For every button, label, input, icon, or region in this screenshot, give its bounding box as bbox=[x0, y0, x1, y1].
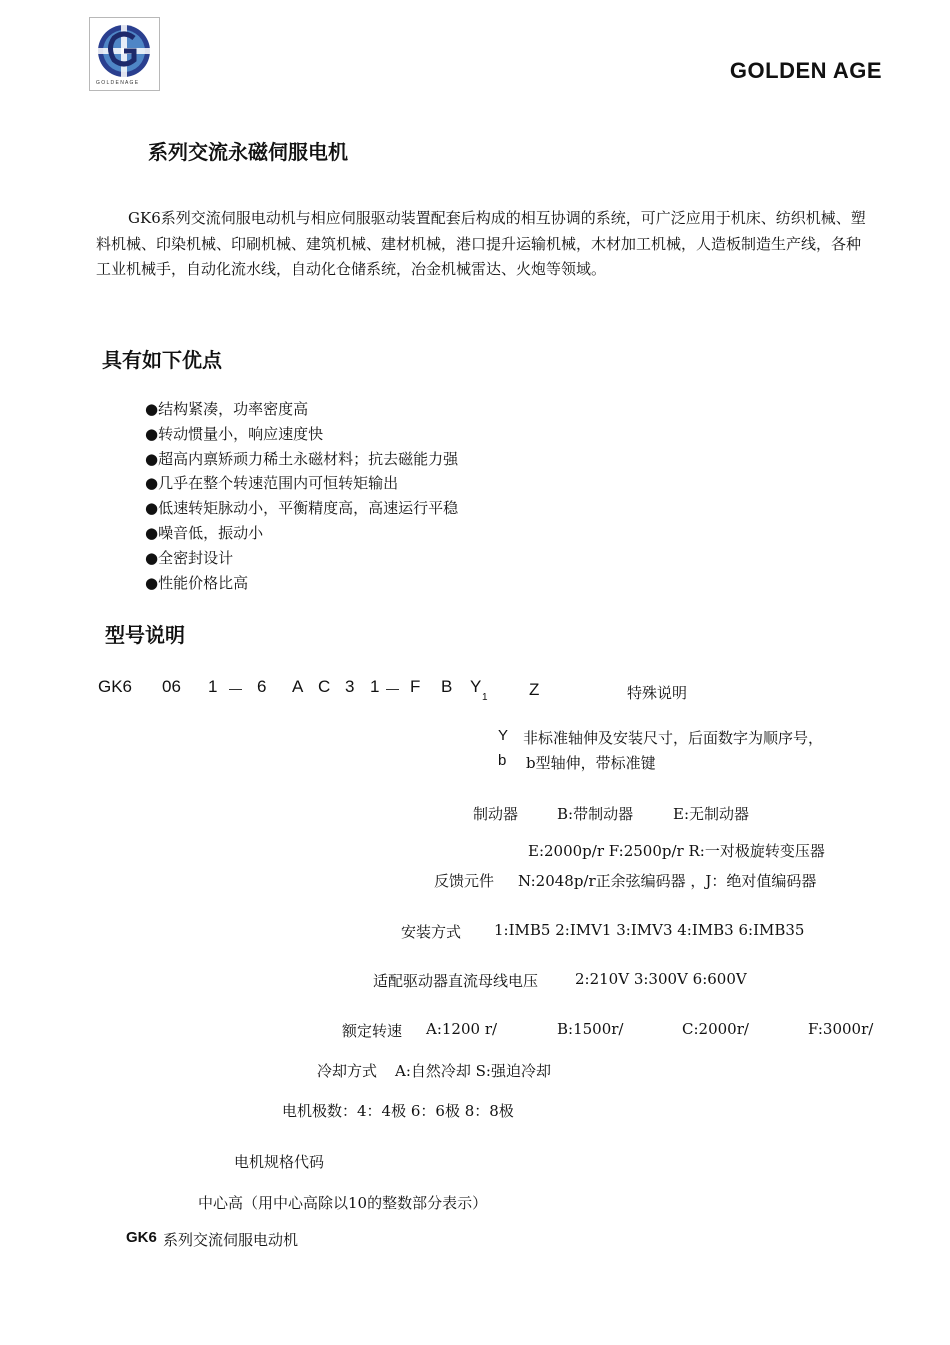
list-item: ●结构紧凑，功率密度高 bbox=[145, 400, 309, 418]
code-gk6: GK6 bbox=[98, 677, 133, 696]
page-title: 系列交流永磁伺服电机 bbox=[148, 140, 348, 164]
feedback-options-2: N:2048p/r正余弦编码器 ，J：绝对值编码器 bbox=[518, 872, 817, 890]
voltage-label: 适配驱动器直流母线电压 bbox=[373, 972, 539, 990]
code-3: 3 bbox=[345, 677, 355, 696]
speed-option-f: F:3000r/ bbox=[808, 1020, 874, 1038]
feedback-options-1: E:2000p/r F:2500p/r R:一对极旋转变压器 bbox=[528, 842, 825, 860]
y-key: Y bbox=[498, 727, 509, 744]
voltage-options: 2:210V 3:300V 6:600V bbox=[575, 970, 747, 988]
code-dash: — bbox=[229, 681, 242, 696]
code-c: C bbox=[318, 677, 331, 696]
b-key: b bbox=[498, 752, 507, 769]
code-b: B bbox=[441, 677, 453, 696]
speed-option-a: A:1200 r/ bbox=[426, 1020, 498, 1038]
list-item: ●噪音低，振动小 bbox=[145, 523, 264, 542]
code-a: A bbox=[292, 677, 304, 696]
code-dash: — bbox=[386, 681, 399, 696]
code-f: F bbox=[410, 677, 421, 696]
code-1: 1 bbox=[208, 677, 218, 696]
brake-option-e: E:无制动器 bbox=[673, 805, 750, 823]
intro-paragraph: GK6系列交流伺服电动机与相应伺服驱动装置配套后构成的相互协调的系统，可广泛应用于机床、纺织机械、塑料机械、印染机械、印刷机械、建筑机械、建材机械，港口提升运输机械，木材加工机械，人造板制造生产线，各种工业机械手，自动化流水线，自动化仓储系统，冶金机械雷达、火炮等领域。 bbox=[96, 209, 866, 278]
b-description: b型轴伸，带标准键 bbox=[526, 754, 656, 772]
brake-label: 制动器 bbox=[473, 805, 519, 823]
code-1b: 1 bbox=[370, 677, 380, 696]
series-name: 系列交流伺服电动机 bbox=[163, 1231, 299, 1249]
code-y-subscript: 1 bbox=[482, 692, 488, 703]
list-item: ●超高内禀矫顽力稀土永磁材料；抗去磁能力强 bbox=[145, 449, 459, 468]
advantages-list bbox=[145, 397, 458, 595]
cooling-options: A:自然冷却 S:强迫冷却 bbox=[395, 1062, 551, 1080]
brand-name: GOLDEN AGE bbox=[729, 58, 882, 83]
list-item: ●全密封设计 bbox=[145, 548, 234, 567]
y-description: 非标准轴伸及安装尺寸，后面数字为顺序号， bbox=[523, 729, 824, 747]
list-item: ●转动惯量小，响应速度快 bbox=[145, 424, 324, 443]
advantages-heading: 具有如下优点 bbox=[102, 348, 222, 372]
cooling-label: 冷却方式 bbox=[317, 1062, 378, 1080]
speed-option-c: C:2000r/ bbox=[682, 1020, 749, 1038]
feedback-label: 反馈元件 bbox=[434, 872, 495, 890]
pole-count: 电机极数：4：4极 6：6极 8：8极 bbox=[282, 1102, 514, 1120]
list-item: ●几乎在整个转速范围内可恒转矩输出 bbox=[145, 474, 399, 493]
code-06: 06 bbox=[162, 677, 181, 696]
logo-caption: G O L D E N A G E bbox=[96, 80, 139, 86]
series-code: GK6 bbox=[126, 1229, 157, 1246]
list-item: ●低速转矩脉动小，平衡精度高，高速运行平稳 bbox=[145, 499, 459, 518]
mount-options: 1:IMB5 2:IMV1 3:IMV3 4:IMB3 6:IMB35 bbox=[494, 921, 805, 939]
center-height-label: 中心高（用中心高除以10的整数部分表示） bbox=[198, 1194, 488, 1212]
brake-option-b: B:带制动器 bbox=[557, 805, 634, 823]
speed-option-b: B:1500r/ bbox=[557, 1020, 624, 1038]
mount-label: 安装方式 bbox=[401, 923, 462, 941]
speed-label: 额定转速 bbox=[342, 1022, 403, 1040]
list-item: ●性能价格比高 bbox=[145, 573, 249, 592]
code-z: Z bbox=[529, 680, 540, 699]
model-heading: 型号说明 bbox=[105, 623, 185, 647]
code-y: Y bbox=[470, 677, 482, 696]
company-logo bbox=[89, 17, 160, 91]
spec-code-label: 电机规格代码 bbox=[234, 1153, 325, 1171]
code-6: 6 bbox=[257, 677, 267, 696]
special-label: 特殊说明 bbox=[627, 684, 688, 702]
